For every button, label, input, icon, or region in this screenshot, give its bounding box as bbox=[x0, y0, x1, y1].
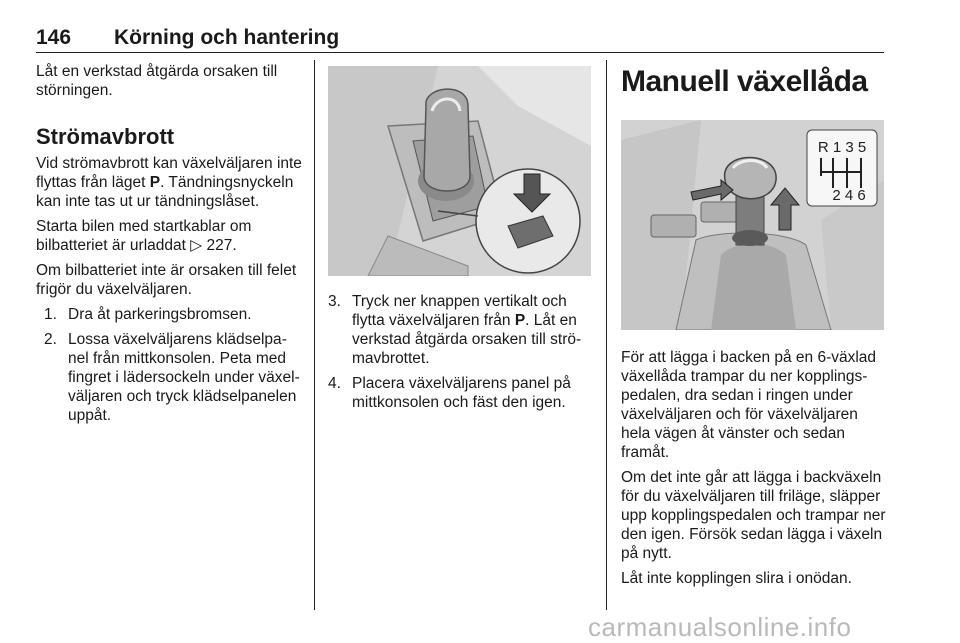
step-text: Dra åt parkeringsbromsen. bbox=[68, 306, 252, 323]
text-part: . Låt en verkstad åtgärda orsaken till strömavbrottet. bbox=[352, 312, 582, 367]
jump-start-paragraph: Starta bilen med startkablar om bilbatteriet är urladdat ▷ 227. bbox=[36, 218, 252, 254]
column-divider-1 bbox=[314, 60, 315, 610]
column-divider-2 bbox=[606, 60, 607, 610]
steps-list-left bbox=[36, 305, 302, 425]
gear-pattern-top-label: R 1 3 5 bbox=[817, 139, 867, 156]
intro-text: Låt en verkstad åtgärda orsaken till störningen. bbox=[36, 63, 278, 99]
manual-gear-lever-illustration bbox=[621, 120, 884, 330]
battery-paragraph: Om bilbatteriet inte är orsaken till felet frigör du växelväljaren. bbox=[36, 262, 297, 298]
clutch-warning-paragraph: Låt inte kopplingen slira i onödan. bbox=[621, 570, 852, 587]
page-reference-number[interactable]: 227 bbox=[206, 237, 233, 254]
gear-selector-release-illustration bbox=[328, 66, 591, 276]
step-number: 3. bbox=[328, 293, 341, 310]
gear-p-label: P bbox=[514, 312, 526, 329]
text-part: Tryck ner knappen vertikalt och flytta växelväljaren från bbox=[352, 293, 567, 329]
column-right bbox=[621, 62, 887, 594]
watermark: carmanualsonline.info bbox=[588, 612, 852, 642]
page-header bbox=[36, 24, 884, 53]
section-heading-manual-gearbox: Manuell växellåda bbox=[621, 65, 868, 98]
list-item bbox=[44, 330, 302, 425]
reverse-gear-paragraph: För att lägga i backen på en 6-växlad växellåda trampar du ner kopplingspedalen, dra sedan i ringen under växelväljaren och för växelväljaren hela vägen åt vänster och sedan framåt. bbox=[621, 349, 877, 461]
reverse-gear-retry-paragraph: Om det inte går att lägga i backväxeln för du växelväljaren till friläge, släpper upp kopplingspedalen och trampar ner den igen. Försök sedan lägga i växeln på nytt. bbox=[621, 469, 886, 562]
power-failure-paragraph bbox=[36, 154, 302, 211]
step-number: 1. bbox=[44, 306, 57, 323]
list-item bbox=[44, 305, 302, 324]
gear-p-label: P bbox=[149, 174, 161, 191]
step-text: Placera växelväljarens panel på mittkonsolen och fäst den igen. bbox=[352, 375, 571, 411]
section-heading-power-failure: Strömavbrott bbox=[36, 124, 175, 149]
column-middle bbox=[328, 66, 594, 418]
step-number: 4. bbox=[328, 375, 341, 392]
column-left bbox=[36, 62, 302, 431]
list-item bbox=[328, 292, 594, 368]
gear-pattern-bottom-label: 2 4 6 bbox=[832, 187, 866, 204]
steps-list-middle bbox=[328, 292, 594, 412]
manual-gear-lever-drawing bbox=[621, 120, 884, 330]
chapter-title: Körning och hantering bbox=[114, 26, 340, 49]
page-reference-icon: ▷ bbox=[190, 237, 203, 254]
text-part: Starta bilen med startkablar om bilbatteriet är urladdat bbox=[36, 218, 252, 254]
step-text: Lossa växelväljarens klädselpanel från mittkonsolen. Peta med fingret i lädersockeln under växelväljaren och tryck klädselpanelen uppåt. bbox=[68, 331, 300, 424]
list-item bbox=[328, 374, 594, 412]
text-part: . Tändningsnyckeln kan inte tas ut ur tändningslåset. bbox=[36, 174, 294, 210]
step-number: 2. bbox=[44, 331, 57, 348]
text-part: Vid strömavbrott kan växelväljaren inte flyttas från läget bbox=[36, 155, 302, 191]
page-number: 146 bbox=[36, 26, 72, 49]
gear-selector-release-drawing bbox=[328, 66, 591, 276]
